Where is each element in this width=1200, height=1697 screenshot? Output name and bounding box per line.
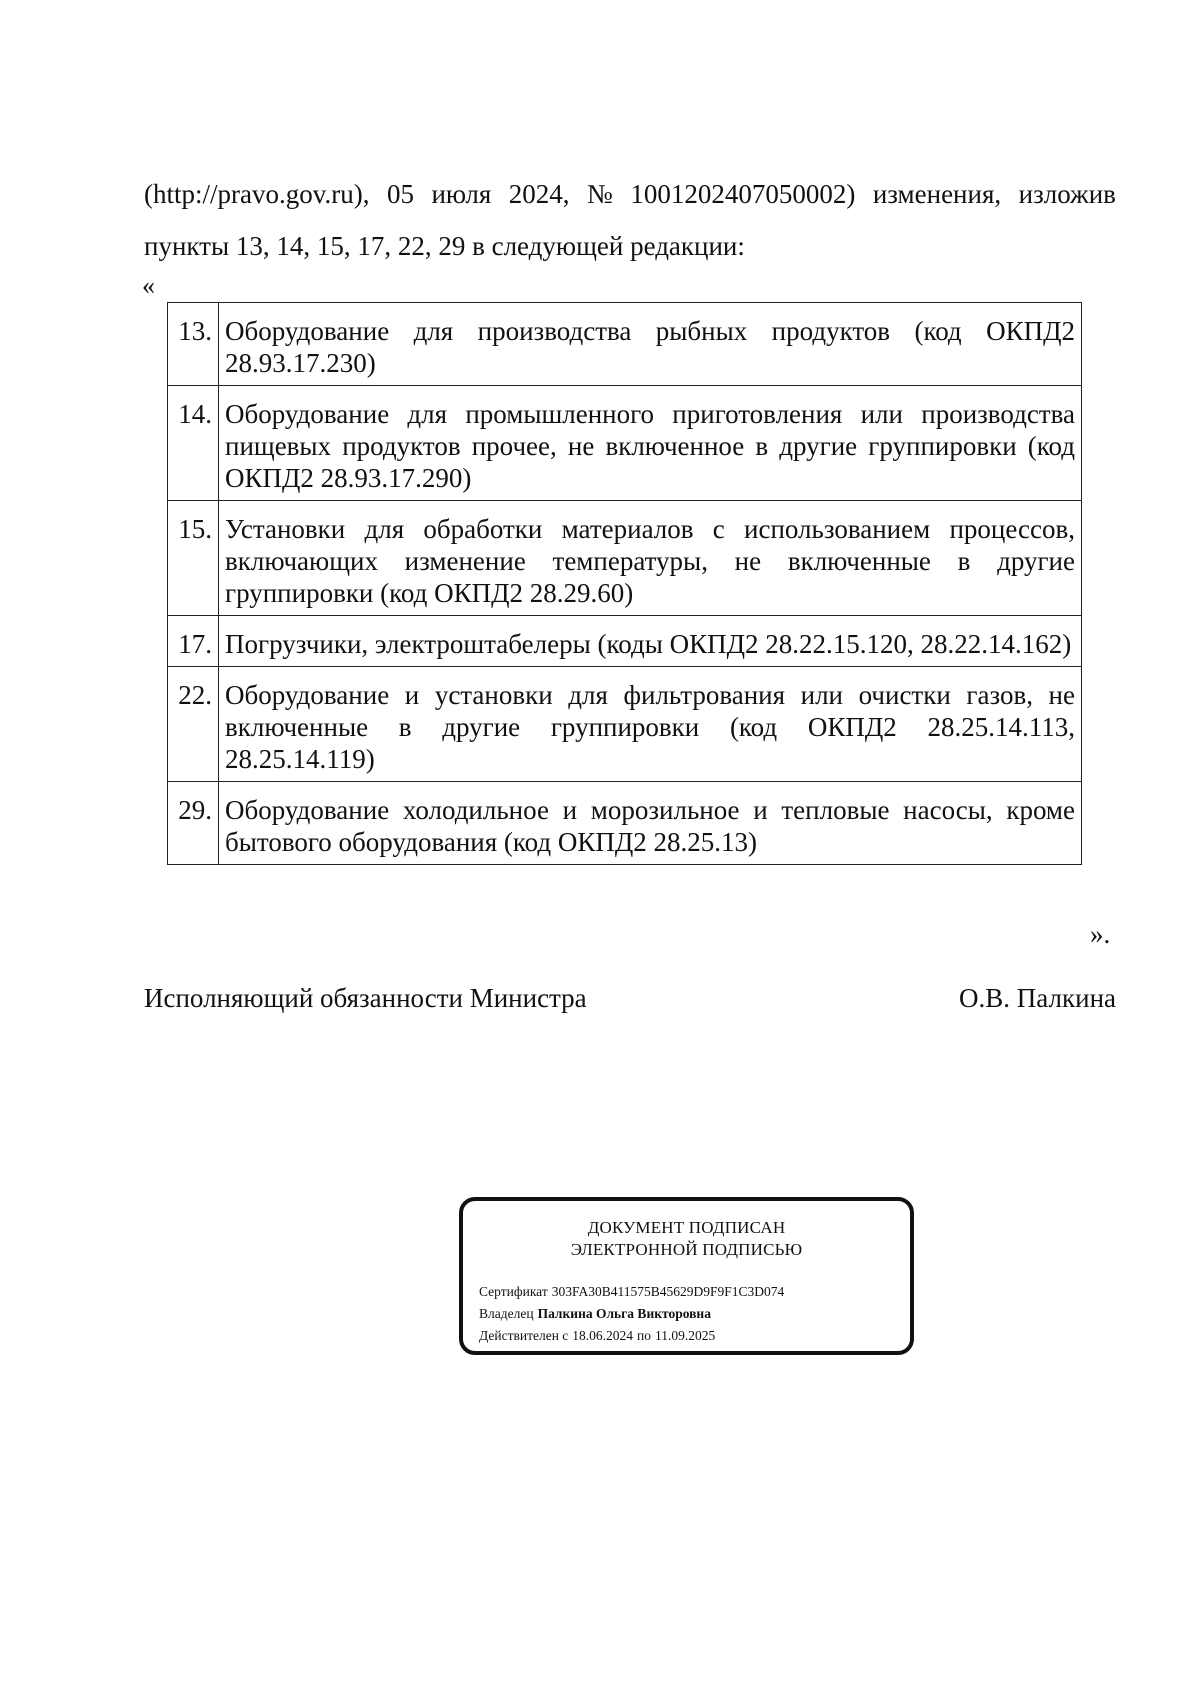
intro-line-2: пункты 13, 14, 15, 17, 22, 29 в следующей редакции: [144,231,745,261]
intro-word: 1001202407050002) [630,179,856,209]
certificate-label: Сертификат [479,1284,548,1299]
certificate-value: 303FA30B411575B45629D9F9F1C3D074 [551,1284,785,1299]
item-number: 29. [168,782,219,865]
item-number: 15. [168,501,219,616]
item-text: Оборудование для промышленного приготовления или производства пищевых продуктов прочее, не включенное в другие группировки (код ОКПД2 28.93.17.290) [219,386,1082,501]
stamp-certificate-line [479,1281,784,1303]
table-row [168,501,1082,616]
item-text: Оборудование холодильное и морозильное и тепловые насосы, кроме бытового оборудования (код ОКПД2 28.25.13) [219,782,1082,865]
owner-value: Палкина Ольга Викторовна [537,1306,711,1321]
item-number: 17. [168,616,219,667]
item-text: Оборудование для производства рыбных продуктов (код ОКПД2 28.93.17.230) [219,303,1082,386]
stamp-validity-line [479,1325,784,1347]
intro-word: изменения, [872,179,1002,209]
intro-word: 05 [386,179,414,209]
opening-quote: « [142,271,155,300]
item-number: 14. [168,386,219,501]
intro-word: 2024, [508,179,570,209]
valid-from: 18.06.2024 [572,1328,634,1343]
stamp-owner-line [479,1303,784,1325]
valid-to-label: по [637,1328,652,1343]
intro-word: № [587,179,613,209]
table-row [168,667,1082,782]
stamp-details [479,1281,784,1347]
stamp-heading-line-2: ЭЛЕКТРОННОЙ ПОДПИСЬЮ [570,1240,803,1259]
intro-word: (http://pravo.gov.ru), [144,179,370,209]
valid-to: 11.09.2025 [655,1328,716,1343]
owner-label: Владелец [479,1306,534,1321]
item-number: 22. [168,667,219,782]
electronic-signature-stamp [459,1197,914,1355]
signer-title: Исполняющий обязанности Министра [144,983,587,1013]
valid-label: Действителен с [479,1328,569,1343]
intro-paragraph [144,168,1116,272]
stamp-heading-line-1: ДОКУМЕНТ ПОДПИСАН [587,1218,786,1237]
signer-name: О.В. Палкина [959,983,1116,1013]
item-text: Оборудование и установки для фильтрования или очистки газов, не включенные в другие группировки (код ОКПД2 28.25.14.113, 28.25.14.119) [219,667,1082,782]
stamp-heading [463,1217,910,1261]
table-row [168,386,1082,501]
intro-word: июля [431,179,492,209]
intro-line-1 [144,168,1116,220]
items-table [167,302,1082,865]
intro-word: изложив [1018,179,1116,209]
item-text: Установки для обработки материалов с использованием процессов, включающих изменение температуры, не включенные в другие группировки (код ОКПД2 28.29.60) [219,501,1082,616]
table-row [168,303,1082,386]
item-number: 13. [168,303,219,386]
table-row [168,616,1082,667]
table-row [168,782,1082,865]
item-text: Погрузчики, электроштабелеры (коды ОКПД2 28.22.15.120, 28.22.14.162) [219,616,1082,667]
closing-quote: ». [1090,919,1111,949]
